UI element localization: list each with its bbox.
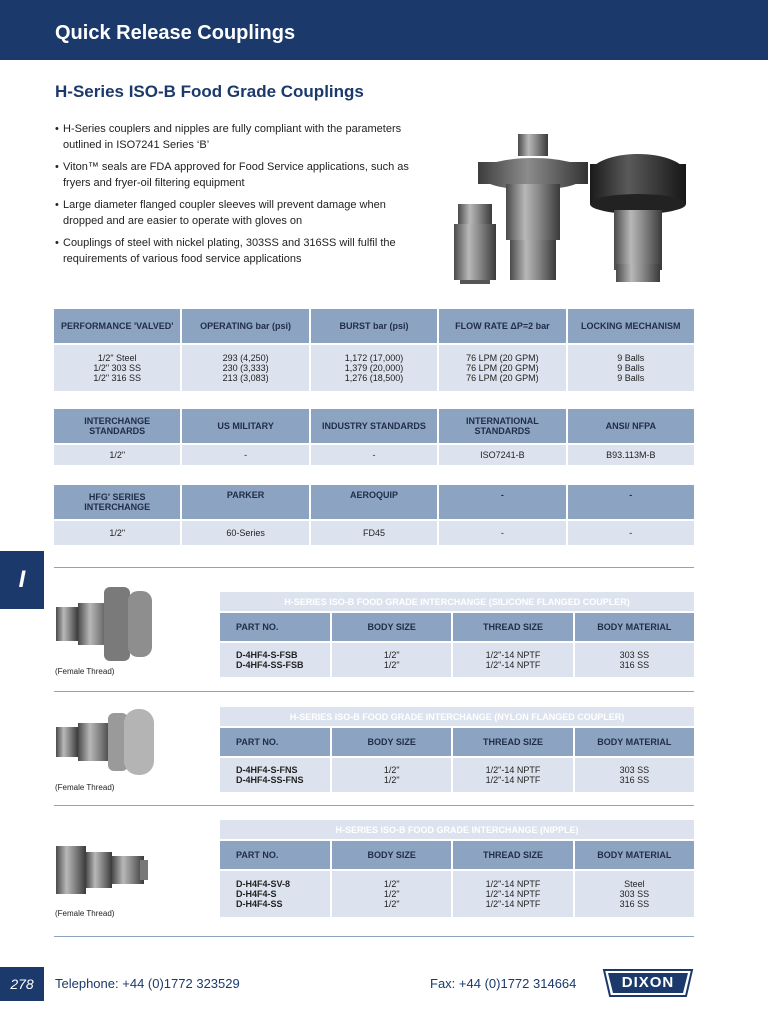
table-cell: 1/2"-14 NPTF 1/2"-14 NPTF 1/2"-14 NPTF [453,871,572,917]
bullet-item: • Viton™ seals are FDA approved for Food Service applications, such as fryers and fryer-oil filtering equipment [55,159,415,191]
column-header: INDUSTRY STANDARDS [311,409,437,443]
column-header: BODY MATERIAL [575,728,694,756]
table-cell: - [311,445,437,465]
table-cell: 60-Series [182,521,308,545]
interchange-standards-table [52,407,696,467]
table-cell: 293 (4,250) 230 (3,333) 213 (3,083) [182,345,308,391]
footer-telephone [55,976,240,991]
table-row [54,521,694,545]
column-header: THREAD SIZE [453,613,572,641]
column-header: LOCKING MECHANISM [568,309,694,343]
column-header: INTERCHANGE STANDARDS [54,409,180,443]
table-cell: D-4HF4-S-FSB D-4HF4-SS-FSB [220,643,330,677]
column-header: INTERNATIONAL STANDARDS [439,409,565,443]
nipple-image [54,840,150,900]
image-caption: (Female Thread) [55,783,115,792]
column-header: US MILITARY [182,409,308,443]
table-cell: 303 SS 316 SS [575,758,694,792]
table-row [54,445,694,465]
bullet-item: • Couplings of steel with nickel plating, 303SS and 316SS will fulfil the requirements of various food service applications [55,235,415,267]
column-header: BODY SIZE [332,728,451,756]
fax-number: +44 (0)1772 314664 [458,976,577,991]
column-header: THREAD SIZE [453,841,572,869]
column-header: PARKER [182,485,308,519]
column-header: OPERATING bar (psi) [182,309,308,343]
column-header: - [568,485,694,519]
bullet-item: • H-Series couplers and nipples are fully compliant with the parameters outlined in ISO7241 Series ‘B’ [55,121,415,153]
column-header: FLOW RATE ΔP=2 bar [439,309,565,343]
coupling-product-photo [448,124,688,290]
column-header: BODY MATERIAL [575,613,694,641]
image-caption: (Female Thread) [55,909,115,918]
table-cell: D-4HF4-S-FNS D-4HF4-SS-FNS [220,758,330,792]
product-table-nylon-coupler [218,705,696,794]
column-header: BODY MATERIAL [575,841,694,869]
image-caption: (Female Thread) [55,667,115,676]
section-title: H-Series ISO-B Food Grade Couplings [55,82,364,101]
column-header: THREAD SIZE [453,728,572,756]
table-row [220,643,694,677]
table-cell: 1/2" [54,521,180,545]
table-cell: 76 LPM (20 GPM) 76 LPM (20 GPM) 76 LPM (20 GPM) [439,345,565,391]
table-cell: Steel 303 SS 316 SS [575,871,694,917]
feature-bullet-list [55,121,415,273]
column-header: PART NO. [220,841,330,869]
divider [54,691,694,692]
table-cell: 1/2" 1/2" [332,758,451,792]
divider [54,567,694,568]
chapter-tab: I [0,551,44,609]
page-number: 278 [0,967,44,1001]
table-cell: 1/2"-14 NPTF 1/2"-14 NPTF [453,758,572,792]
table-row [220,871,694,917]
column-header: HFG' SERIES INTERCHANGE [54,485,180,519]
divider [54,805,694,806]
logo-text: DIXON [621,974,675,991]
hfg-interchange-table [52,483,696,547]
table-cell: 1,172 (17,000) 1,379 (20,000) 1,276 (18,500) [311,345,437,391]
table-cell: 1/2" Steel 1/2" 303 SS 1/2" 316 SS [54,345,180,391]
table-cell: - [568,521,694,545]
product-table-title: H-SERIES ISO-B FOOD GRADE INTERCHANGE (NIPPLE) [220,820,694,839]
telephone-number: +44 (0)1772 323529 [122,976,240,991]
product-table-title: H-SERIES ISO-B FOOD GRADE INTERCHANGE (SILICONE FLANGED COUPLER) [220,592,694,611]
dixon-logo [600,966,696,1000]
table-cell: 1/2"-14 NPTF 1/2"-14 NPTF [453,643,572,677]
page-header-title: Quick Release Couplings [55,22,296,44]
column-header: PERFORMANCE 'VALVED' [54,309,180,343]
table-cell: - [439,521,565,545]
table-cell: B93.113M-B [568,445,694,465]
column-header: - [439,485,565,519]
table-cell: 1/2" 1/2" 1/2" [332,871,451,917]
table-row [220,758,694,792]
table-cell: - [182,445,308,465]
fax-label: Fax: [430,976,456,991]
column-header: PART NO. [220,728,330,756]
product-table-nipple [218,818,696,919]
table-cell: D-H4F4-SV-8 D-H4F4-S D-H4F4-SS [220,871,330,917]
column-header: PART NO. [220,613,330,641]
bullet-item: • Large diameter flanged coupler sleeves will prevent damage when dropped and are easier to operate with gloves on [55,197,415,229]
footer-fax [430,976,576,991]
table-cell: 303 SS 316 SS [575,643,694,677]
table-row [54,345,694,391]
performance-table [52,307,696,393]
product-table-title: H-SERIES ISO-B FOOD GRADE INTERCHANGE (NYLON FLANGED COUPLER) [220,707,694,726]
column-header: BODY SIZE [332,841,451,869]
silicone-flanged-coupler-image [54,585,158,663]
column-header: AEROQUIP [311,485,437,519]
nylon-flanged-coupler-image [54,707,158,777]
table-cell: 9 Balls 9 Balls 9 Balls [568,345,694,391]
telephone-label: Telephone: [55,976,119,991]
table-cell: 1/2" [54,445,180,465]
table-cell: 1/2" 1/2" [332,643,451,677]
column-header: ANSI/ NFPA [568,409,694,443]
column-header: BODY SIZE [332,613,451,641]
table-cell: FD45 [311,521,437,545]
product-table-silicone-coupler [218,590,696,679]
column-header: BURST bar (psi) [311,309,437,343]
divider [54,936,694,937]
table-cell: ISO7241-B [439,445,565,465]
